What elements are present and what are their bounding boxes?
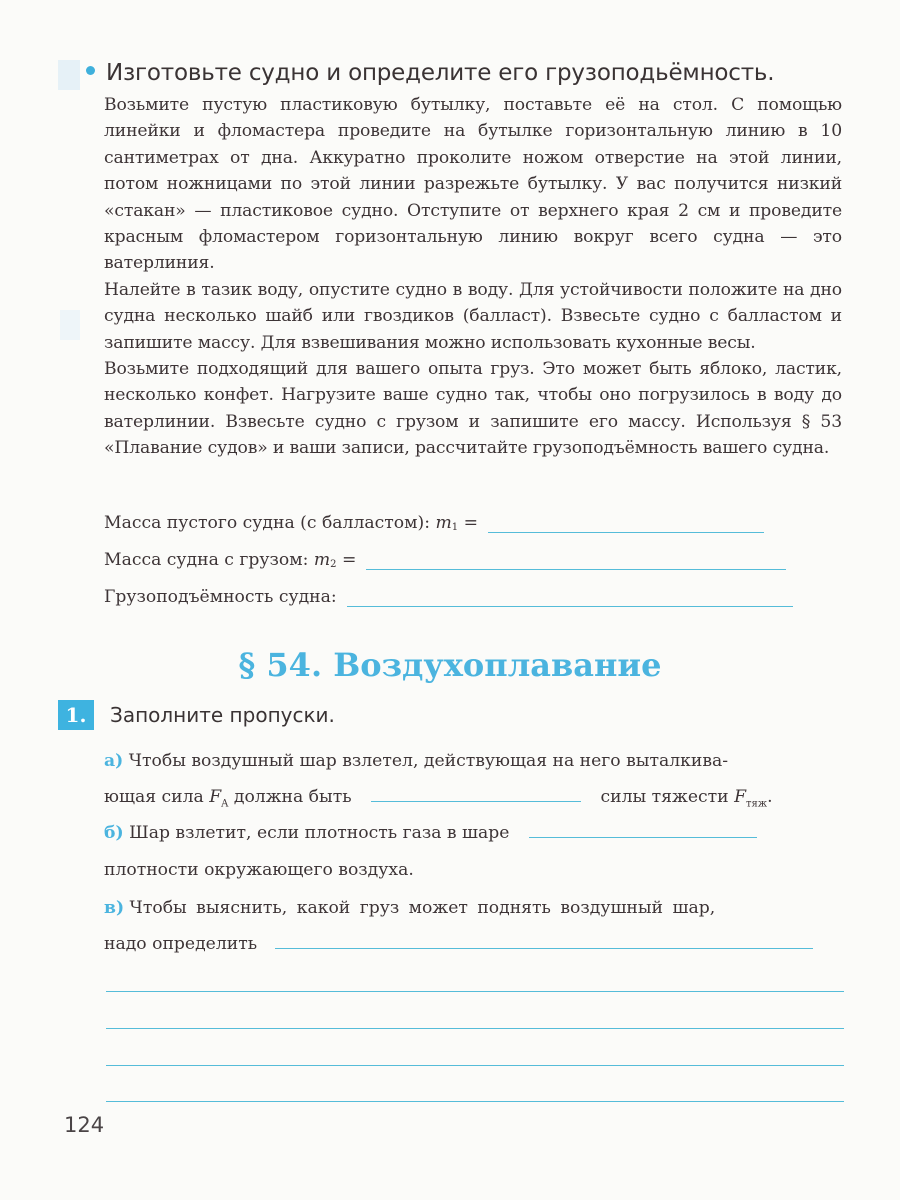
field-loaded-mass: Масса судна с грузом: m $_2$ = xyxy=(104,550,786,570)
item-b-line2: плотности окружающего воздуха. xyxy=(104,860,414,880)
answer-line[interactable] xyxy=(106,991,844,992)
bleed-through-mark xyxy=(58,60,80,90)
exercise-number-badge: 1. xyxy=(58,700,94,730)
item-a-blank[interactable] xyxy=(371,801,581,802)
answer-line[interactable] xyxy=(106,1101,844,1102)
task-heading: Изготовьте судно и определите его грузоподьёмность. xyxy=(86,60,774,86)
item-a-line2: ющая сила $F_A$ должна быть силы тяжести $F_{тяж}$. xyxy=(104,787,773,810)
empty-mass-input[interactable] xyxy=(488,531,764,533)
page-number: 124 xyxy=(64,1113,105,1137)
field-empty-mass: Масса пустого судна (с балластом): m $_1$ = xyxy=(104,513,764,533)
task-instructions xyxy=(104,92,842,462)
item-c-blank[interactable] xyxy=(275,948,813,949)
item-b-line1: б) Шар взлетит, если плотность газа в шаре xyxy=(104,823,757,843)
answer-line[interactable] xyxy=(106,1028,844,1029)
loaded-mass-input[interactable] xyxy=(366,568,786,570)
exercise-title: Заполните пропуски. xyxy=(110,703,335,727)
item-b-blank[interactable] xyxy=(529,837,757,838)
item-a-line1: а) Чтобы воздушный шар взлетел, действующая на него выталкива- xyxy=(104,751,729,771)
bleed-through-mark xyxy=(60,310,80,340)
answer-line[interactable] xyxy=(106,1065,844,1066)
instruction-paragraph: Возьмите пустую пластиковую бутылку, поставьте её на стол. С помощью линейки и фломастера проведите на бутылке горизонтальную линию в 10 сантиметрах от дна. Аккуратно проколите ножом отверстие на этой линии, потом ножницами по этой линии разрежьте бутылку. У вас получится низкий «стакан» — пластиковое судно. Отступите от верхнего края 2 см и проведите красным фломастером горизонтальную линию вокруг всего судна — это ватерлиния. xyxy=(104,95,842,274)
section-title: § 54. Воздухоплавание xyxy=(238,646,662,684)
capacity-input[interactable] xyxy=(347,605,793,607)
item-c-line1: в) Чтобы выяснить, какой груз может поднять воздушный шар, xyxy=(104,898,716,918)
item-c-line2: надо определить xyxy=(104,934,813,954)
field-capacity: Грузоподъёмность судна: xyxy=(104,587,793,607)
instruction-paragraph: Возьмите подходящий для вашего опыта груз. Это может быть яблоко, ластик, несколько конфет. Нагрузите ваше судно так, чтобы оно погрузилось в воду до ватерлинии. Взвесьте судно с грузом и запишите его массу. Используя § 53 «Плавание судов» и ваши записи, рассчитайте грузоподъёмность вашего судна. xyxy=(104,359,842,459)
bullet-icon xyxy=(86,66,95,75)
instruction-paragraph: Налейте в тазик воду, опустите судно в воду. Для устойчивости положите на дно судна несколько шайб или гвоздиков (балласт). Взвесьте судно с балластом и запишите массу. Для взвешивания можно использовать кухонные весы. xyxy=(104,279,842,353)
